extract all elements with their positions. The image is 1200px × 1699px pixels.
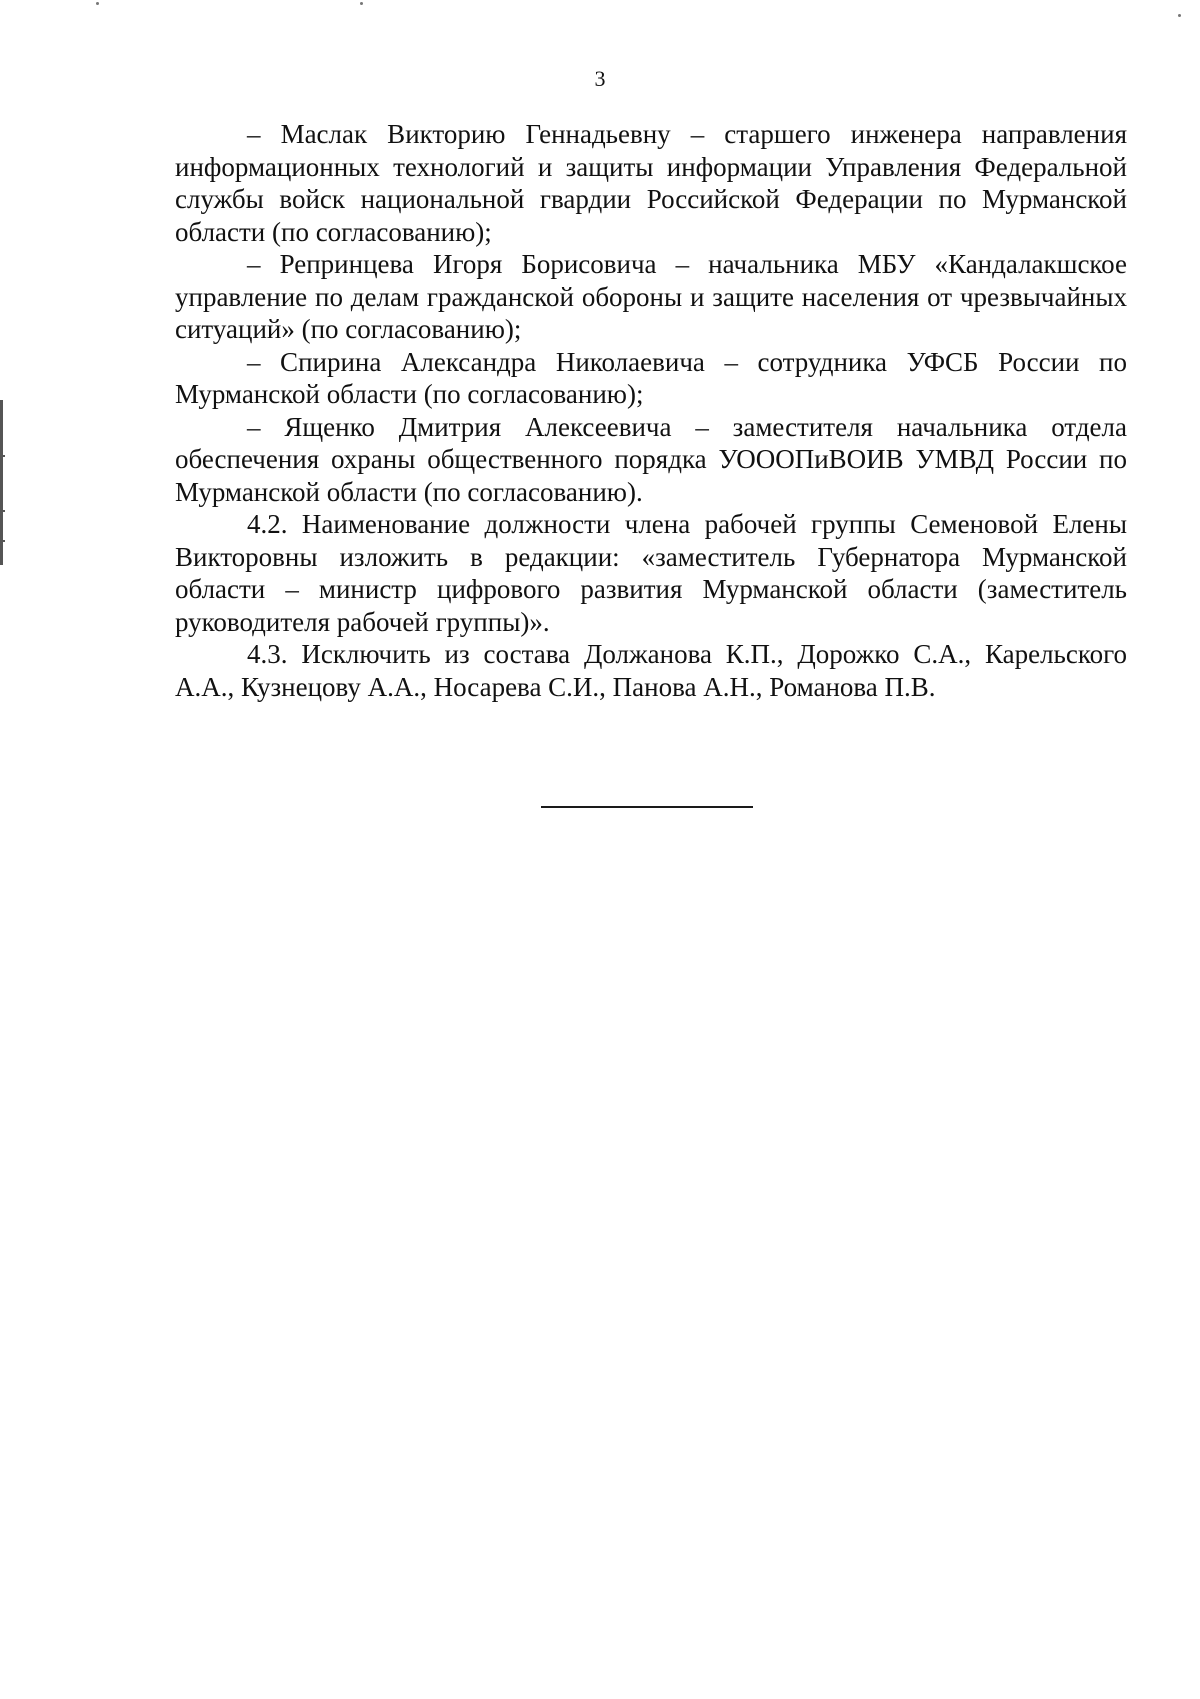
scan-margin-mark <box>0 540 5 542</box>
paragraph-maslak: – Маслак Викторию Геннадьевну – старшего инженера направления информационных технологий и защиты информации Управления Федеральной службы войск национальной гвардии Российской Федерации по Мурманской области (по согласованию); <box>175 119 1127 247</box>
scan-margin-mark <box>0 455 5 457</box>
document-body <box>175 118 1127 703</box>
paragraph-yashchenko: – Ященко Дмитрия Алексеевича – заместителя начальника отдела обеспечения охраны общественного порядка УОООПиВОИВ УМВД России по Мурманской области (по согласованию). <box>175 411 1127 507</box>
page-number: 3 <box>594 66 606 91</box>
paragraph-4-2: 4.2. Наименование должности члена рабочей группы Семеновой Елены Викторовны изложить в редакции: «заместитель Губернатора Мурманской области – министр цифрового развития Мурманской области (заместитель руководителя рабочей группы)». <box>175 509 1127 637</box>
end-of-document-line <box>541 806 753 808</box>
scan-margin-mark <box>0 510 5 512</box>
paragraph-reprintsev: – Репринцева Игоря Борисовича – начальника МБУ «Кандалакшское управление по делам гражданской обороны и защите населения от чрезвычайных ситуаций» (по согласованию); <box>175 249 1127 344</box>
scan-artifact <box>1178 14 1181 17</box>
paragraph-4-3: 4.3. Исключить из состава Должанова К.П., Дорожко С.А., Карельского А.А., Кузнецову А.А., Носарева С.И., Панова А.Н., Романова П.В. <box>175 639 1127 702</box>
scan-artifact <box>360 2 363 5</box>
scan-artifact <box>96 2 99 5</box>
paragraph-spirin: – Спирина Александра Николаевича – сотрудника УФСБ России по Мурманской области (по согласованию); <box>175 346 1127 409</box>
